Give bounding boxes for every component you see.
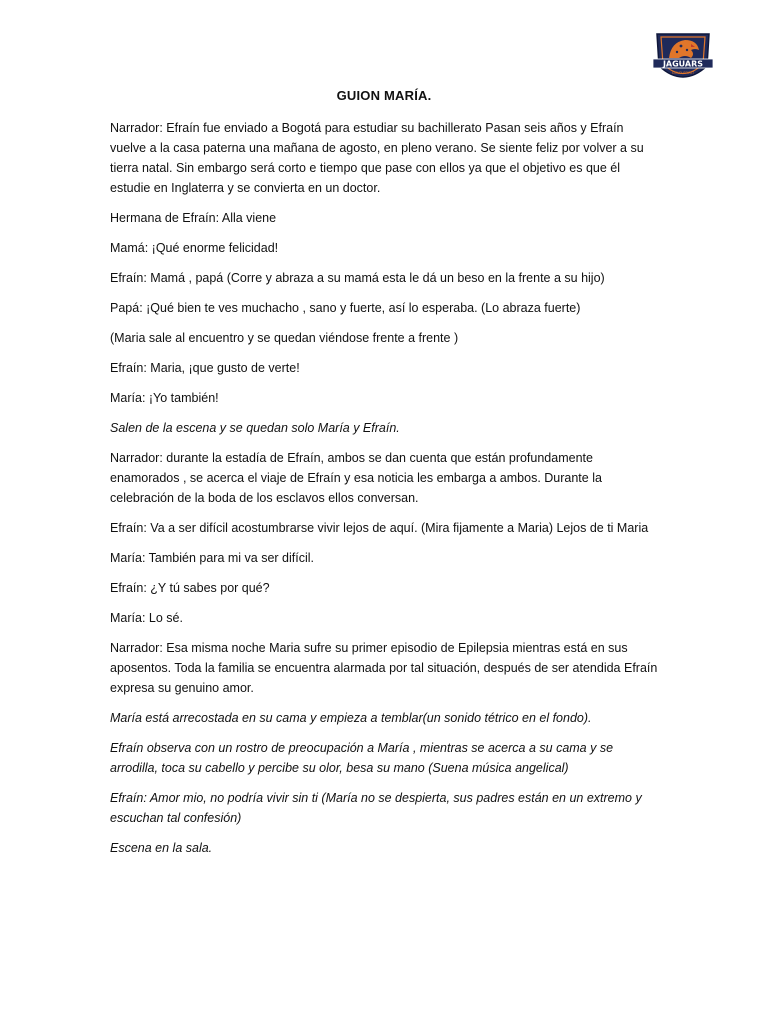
paragraph-maria-1: María: ¡Yo también! — [110, 391, 219, 405]
paragraph-maria-2: María: También para mi va ser difícil. — [110, 551, 315, 565]
paragraph-stage-direction-5: Escena en la sala. — [110, 841, 213, 855]
paragraph-efrain-3: Efraín: Va a ser difícil acostumbrarse vivir lejos de aquí. (Mira fijamente a Maria) Lejos de ti Maria — [110, 521, 649, 535]
paragraph-maria-3: María: Lo sé. — [110, 611, 183, 625]
paragraph-efrain-4: Efraín: ¿Y tú sabes por qué? — [110, 581, 270, 595]
paragraph-stage-direction-2: Salen de la escena y se quedan solo María y Efraín. — [110, 421, 400, 435]
paragraph-hermana: Hermana de Efraín: Alla viene — [110, 211, 277, 225]
paragraph-mama: Mamá: ¡Qué enorme felicidad! — [110, 241, 279, 255]
logo-subtext: GOLD SPIRIT — [671, 71, 695, 75]
paragraph-efrain-2: Efraín: Maria, ¡que gusto de verte! — [110, 361, 300, 375]
paragraph-narrador-2: Narrador: durante la estadía de Efraín, ambos se dan cuenta que están profundamente enamorados , se acerca el viaje de Efraín y esa noticia les embarga a ambos. Durante la celebración de la boda de los esclavos ellos conversan. — [110, 451, 602, 505]
logo-text: JAGUARS — [662, 59, 704, 69]
paragraph-stage-direction-1: (Maria sale al encuentro y se quedan viéndose frente a frente ) — [110, 331, 459, 345]
paragraph-efrain-5: Efraín: Amor mio, no podría vivir sin ti (María no se despierta, sus padres están en un extremo y escuchan tal confesión) — [110, 791, 642, 825]
paragraph-papa: Papá: ¡Qué bien te ves muchacho , sano y fuerte, así lo esperaba. (Lo abraza fuerte) — [110, 301, 581, 315]
jaguars-logo — [651, 28, 715, 88]
paragraph-stage-direction-4: Efraín observa con un rostro de preocupación a María , mientras se acerca a su cama y se arrodilla, toca su cabello y percibe su olor, besa su mano (Suena música angelical) — [110, 741, 614, 775]
paragraph-stage-direction-3: María está arrecostada en su cama y empieza a temblar(un sonido tétrico en el fondo). — [110, 711, 592, 725]
document-title: GUION MARÍA. — [336, 88, 432, 103]
paragraph-narrador-3: Narrador: Esa misma noche Maria sufre su primer episodio de Epilepsia mientras está en sus aposentos. Toda la familia se encuentra alarmada por tal situación, después de ser atendida Efraín expresa su genuino amor. — [110, 641, 658, 695]
document-body — [110, 118, 658, 868]
paragraph-efrain-1: Efraín: Mamá , papá (Corre y abraza a su mamá esta le dá un beso en la frente a su hijo) — [110, 271, 605, 285]
paragraph-narrador-1: Narrador: Efraín fue enviado a Bogotá para estudiar su bachillerato Pasan seis años y Efraín vuelve a la casa paterna una mañana de agosto, en pleno verano. Se siente feliz por volver a su tierra natal. Sin embargo será corto e tiempo que pase con ellos ya que el objetivo es que él estudie en Inglaterra y se convierta en un doctor. — [110, 121, 644, 195]
